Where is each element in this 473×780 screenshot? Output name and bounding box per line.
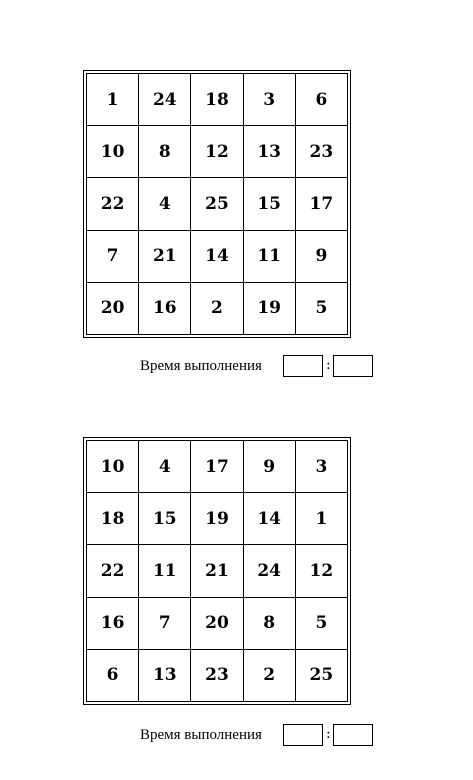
- minutes-input-box[interactable]: [283, 355, 323, 377]
- grid-cell: 24: [243, 545, 295, 597]
- grid-cell: 8: [243, 597, 295, 649]
- grid-row: [87, 230, 348, 282]
- grid-cell: 17: [191, 441, 243, 493]
- grid-cell: 20: [87, 282, 139, 334]
- grid-cell: 12: [191, 126, 243, 178]
- grid-cell: 23: [191, 649, 243, 701]
- number-grid: [86, 440, 348, 702]
- grid-row: [87, 545, 348, 597]
- grid-cell: 17: [295, 178, 347, 230]
- grid-cell: 7: [87, 230, 139, 282]
- grid-cell: 4: [139, 178, 191, 230]
- grid-cell: 10: [87, 126, 139, 178]
- grid-row: [87, 178, 348, 230]
- minutes-input-box[interactable]: [283, 724, 323, 746]
- grid-cell: 8: [139, 126, 191, 178]
- grid-cell: 15: [139, 493, 191, 545]
- grid-cell: 16: [87, 597, 139, 649]
- grid-cell: 5: [295, 597, 347, 649]
- grid-cell: 13: [139, 649, 191, 701]
- grid-cell: 9: [295, 230, 347, 282]
- grid-row: [87, 597, 348, 649]
- grid-cell: 13: [243, 126, 295, 178]
- grid-row: [87, 441, 348, 493]
- grid-cell: 25: [191, 178, 243, 230]
- grid-row: [87, 74, 348, 126]
- time-separator: :: [326, 726, 331, 742]
- grid-cell: 18: [87, 493, 139, 545]
- grid-cell: 25: [295, 649, 347, 701]
- completion-time-label: Время выполнения: [140, 358, 262, 374]
- time-separator: :: [326, 357, 331, 373]
- grid-cell: 15: [243, 178, 295, 230]
- grid-cell: 6: [295, 74, 347, 126]
- number-grid: [86, 73, 348, 335]
- grid-cell: 3: [243, 74, 295, 126]
- grid-cell: 4: [139, 441, 191, 493]
- grid-cell: 22: [87, 545, 139, 597]
- grid-cell: 12: [295, 545, 347, 597]
- grid-cell: 7: [139, 597, 191, 649]
- grid-cell: 24: [139, 74, 191, 126]
- grid-row: [87, 282, 348, 334]
- grid-cell: 14: [243, 493, 295, 545]
- grid-cell: 23: [295, 126, 347, 178]
- grid-cell: 6: [87, 649, 139, 701]
- grid-cell: 21: [139, 230, 191, 282]
- grid-cell: 11: [243, 230, 295, 282]
- grid-cell: 1: [87, 74, 139, 126]
- grid-cell: 9: [243, 441, 295, 493]
- grid-row: [87, 649, 348, 701]
- grid-cell: 19: [191, 493, 243, 545]
- grid-cell: 22: [87, 178, 139, 230]
- grid-cell: 10: [87, 441, 139, 493]
- completion-time-row: [140, 355, 380, 379]
- grid-cell: 19: [243, 282, 295, 334]
- grid-cell: 2: [191, 282, 243, 334]
- grid-cell: 5: [295, 282, 347, 334]
- grid-cell: 1: [295, 493, 347, 545]
- grid-cell: 14: [191, 230, 243, 282]
- grid-cell: 21: [191, 545, 243, 597]
- grid-cell: 18: [191, 74, 243, 126]
- schulte-table-1: [83, 70, 351, 338]
- grid-cell: 20: [191, 597, 243, 649]
- seconds-input-box[interactable]: [333, 724, 373, 746]
- schulte-table-2: [83, 437, 351, 705]
- grid-row: [87, 493, 348, 545]
- completion-time-row: [140, 724, 380, 748]
- grid-cell: 16: [139, 282, 191, 334]
- grid-cell: 2: [243, 649, 295, 701]
- grid-cell: 11: [139, 545, 191, 597]
- grid-row: [87, 126, 348, 178]
- grid-cell: 3: [295, 441, 347, 493]
- completion-time-label: Время выполнения: [140, 727, 262, 743]
- seconds-input-box[interactable]: [333, 355, 373, 377]
